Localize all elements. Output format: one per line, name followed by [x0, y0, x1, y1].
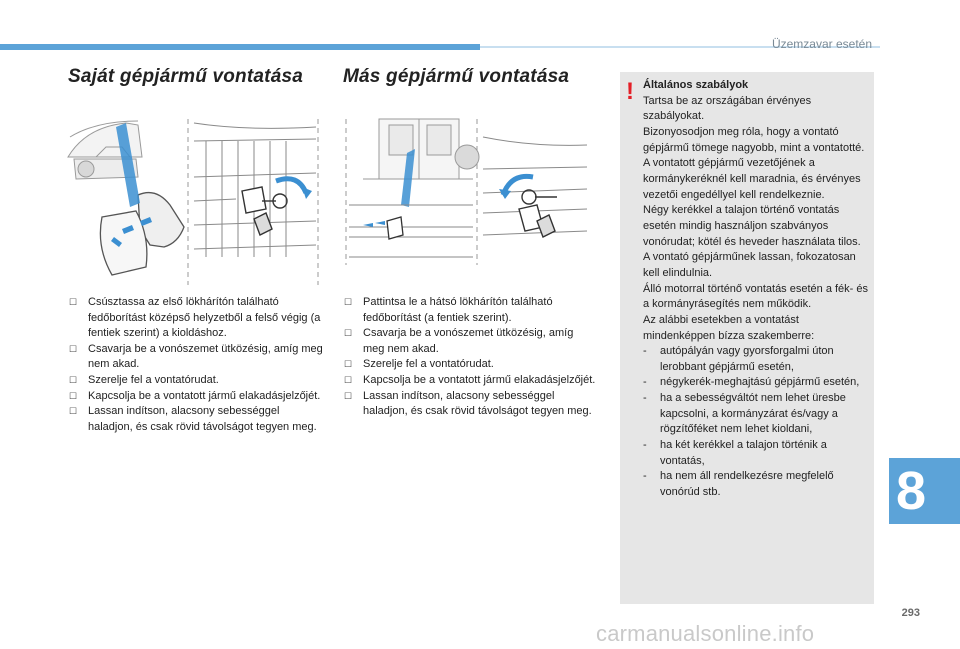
list-item: ☐ Kapcsolja be a vontatott jármű elakadásjelzőjét. [69, 389, 324, 405]
list-item: ☐ Kapcsolja be a vontatott jármű elakadásjelzőjét. [344, 373, 596, 389]
list-item: ☐ Lassan indítson, alacsony sebességgel haladjon, és csak rövid távolságot tegyen meg. [69, 405, 317, 433]
middle-column-title: Más gépjármű vontatása [343, 66, 570, 87]
list-item: ☐ Csavarja be a vonószemet ütközésig, amíg meg nem akad. [69, 342, 323, 371]
checkbox-bullet-icon: ☐ [344, 328, 353, 339]
general-rules-heading: Általános szabályok [643, 79, 749, 91]
rules-paragraph: Bizonyosodjon meg róla, hogy a vontató gépjármű tömege nagyobb, mint a vontatotté. [643, 125, 865, 154]
checkbox-bullet-icon: ☐ [69, 374, 78, 385]
checkbox-bullet-icon: ☐ [344, 390, 353, 401]
checkbox-bullet-icon: ☐ [69, 390, 78, 401]
rules-paragraph: Négy kerékkel a talajon történő vontatás esetén mindig használjon szabványos vonórudat; kötél és heveder használata tilos. [643, 204, 861, 248]
checkbox-bullet-icon: ☐ [344, 359, 353, 370]
checkbox-bullet-icon: ☐ [344, 374, 353, 385]
rules-paragraph: Tartsa be az országában érvényes szabályokat. [643, 94, 812, 123]
rules-paragraph: Álló motorral történő vontatás esetén a fék- és a kormányrásegítés nem működik. [643, 282, 869, 311]
rules-paragraph: A vontatott gépjármű vezetőjének a kormánykeréknél kell maradnia, és érvényes vezetői engedéllyel kell rendelkeznie. [643, 157, 861, 201]
exclamation-warning-icon: ! [626, 78, 634, 105]
front-tow-eye-illustration [66, 117, 324, 287]
list-item: ☐ Pattintsa le a hátsó lökhárítón található fedőborítást (a fentiek szerint). [344, 296, 553, 324]
checkbox-bullet-icon: ☐ [69, 343, 78, 354]
watermark: carmanualsonline.info [596, 621, 815, 646]
left-steps-list [69, 295, 324, 435]
checkbox-bullet-icon: ☐ [344, 297, 353, 307]
section-title: Üzemzavar esetén [771, 37, 872, 51]
list-item: - ha két kerékkel a talajon történik a vontatás, [643, 439, 827, 467]
page-number: 293 [901, 607, 920, 619]
list-item: - ha a sebességváltót nem lehet üresbe kapcsolni, a kormányzárat és/vagy a rögzítőféket nem lehet kioldani, [643, 392, 846, 436]
list-item: ☐ Csúsztassa az első lökhárítón található fedőborítást középső helyzetből a felső végig (a fentiek szerint) a kioldáshoz. [69, 296, 321, 340]
left-column-title: Saját gépjármű vontatása [68, 66, 303, 87]
list-item: ☐ Szerelje fel a vontatórudat. [344, 357, 596, 373]
specialist-cases-list [643, 344, 869, 501]
general-rules-text [643, 78, 869, 501]
list-item: ☐ Lassan indítson, alacsony sebességgel haladjon, és csak rövid távolságot tegyen meg. [344, 389, 592, 418]
list-item: - négykerék-meghajtású gépjármű esetén, [643, 376, 860, 389]
rear-tow-eye-illustration [343, 117, 588, 267]
rear-bumper-tow-eye-icon [343, 117, 588, 267]
list-item: - autópályán vagy gyorsforgalmi úton lerobbant gépjármű esetén, [643, 345, 834, 373]
header-accent-bar [0, 44, 480, 50]
front-bumper-tow-eye-icon [66, 117, 324, 287]
list-item: ☐ Szerelje fel a vontatórudat. [69, 373, 324, 389]
checkbox-bullet-icon: ☐ [69, 406, 78, 417]
chapter-number: 8 [896, 461, 927, 521]
list-item: - ha nem áll rendelkezésre megfelelő vonórúd stb. [643, 470, 834, 499]
middle-steps-list [344, 295, 596, 420]
checkbox-bullet-icon: ☐ [69, 297, 78, 307]
rules-paragraph: A vontató gépjárműnek lassan, fokozatosan kell elindulnia. [643, 251, 856, 279]
list-item: ☐ Csavarja be a vonószemet ütközésig, amíg meg nem akad. [344, 327, 574, 355]
rules-paragraph: Az alábbi esetekben a vontatást mindenképpen bízza szakemberre: [643, 313, 815, 342]
